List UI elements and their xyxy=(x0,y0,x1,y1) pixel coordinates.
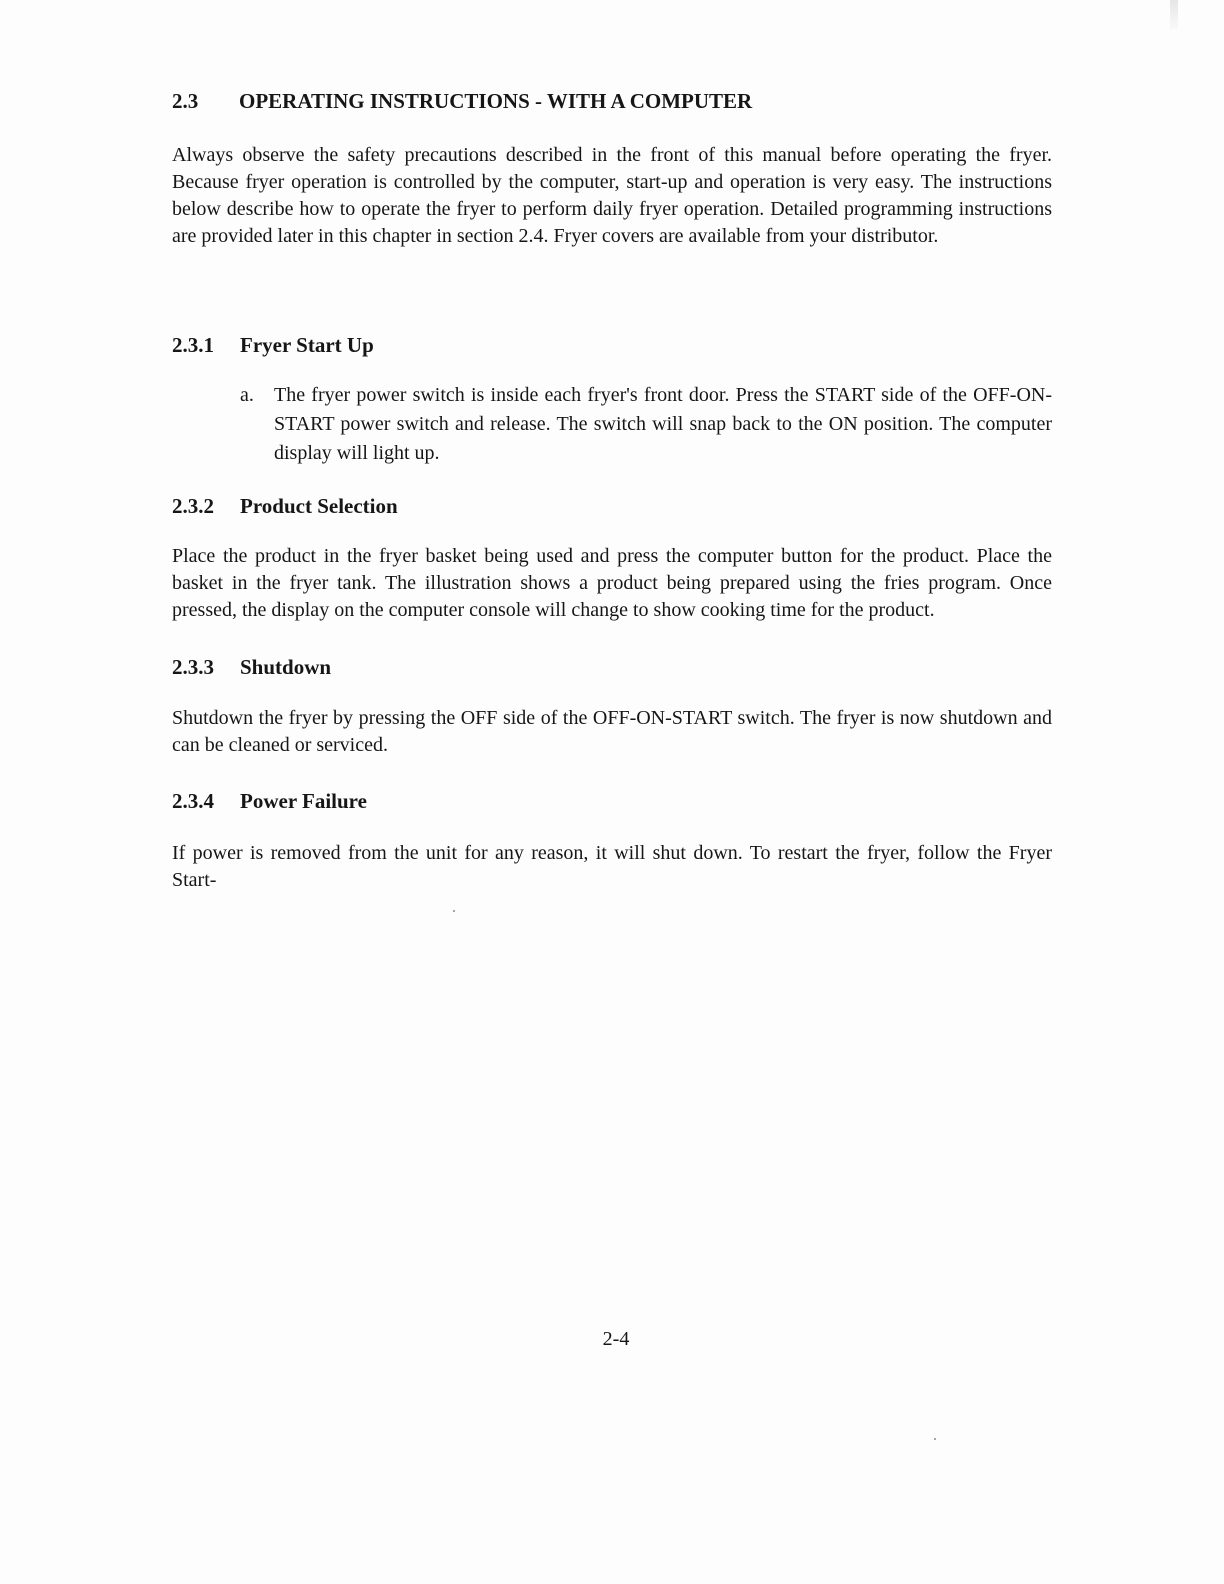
section-heading xyxy=(172,88,752,114)
subsection-heading-product-selection xyxy=(172,493,398,519)
subsection-number: 2.3.2 xyxy=(172,494,214,518)
subsection-heading-power-failure xyxy=(172,788,367,814)
subsection-title: Shutdown xyxy=(240,655,332,679)
section-number: 2.3 xyxy=(172,89,199,113)
subsection-body-shutdown: Shutdown the fryer by pressing the OFF side of the OFF-ON-START switch. The fryer is now shutdown and can be cleaned or serviced. xyxy=(172,707,1052,756)
subsection-title: Product Selection xyxy=(240,494,398,518)
subsection-number: 2.3.3 xyxy=(172,655,214,679)
list-marker: a. xyxy=(240,384,254,406)
list-item xyxy=(240,381,1052,468)
section-intro: Always observe the safety precautions described in the front of this manual before operating the fryer. Because fryer operation is controlled by the computer, start-up and operation is very easy. The instructions below describe how to operate the fryer to perform daily fryer operation. Detailed programming instructions are provided later in this chapter in section 2.4. Fryer covers are available from your distributor. xyxy=(172,144,1052,247)
scan-speck xyxy=(934,1438,936,1440)
subsection-number: 2.3.4 xyxy=(172,789,214,813)
subsection-title: Fryer Start Up xyxy=(240,333,374,357)
subsection-heading-fryer-start-up xyxy=(172,332,374,358)
page-number: 2-4 xyxy=(602,1328,630,1350)
scan-edge-mark xyxy=(1170,0,1178,30)
subsection-title: Power Failure xyxy=(240,789,367,813)
subsection-body-power-failure: If power is removed from the unit for any reason, it will shut down. To restart the fryer, follow the Fryer Start- xyxy=(172,842,1052,891)
section-title: OPERATING INSTRUCTIONS - WITH A COMPUTER xyxy=(239,89,753,113)
subsection-number: 2.3.1 xyxy=(172,333,214,357)
scan-speck xyxy=(453,910,455,912)
list-item-text: The fryer power switch is inside each fryer's front door. Press the START side of the OFF-ON-START power switch and release. The switch will snap back to the ON position. The computer display will light up. xyxy=(274,384,1052,464)
subsection-heading-shutdown xyxy=(172,654,331,680)
subsection-body-product-selection: Place the product in the fryer basket being used and press the computer button for the product. Place the basket in the fryer tank. The illustration shows a product being prepared using the fries program. Once pressed, the display on the computer console will change to show cooking time for the product. xyxy=(172,545,1052,621)
